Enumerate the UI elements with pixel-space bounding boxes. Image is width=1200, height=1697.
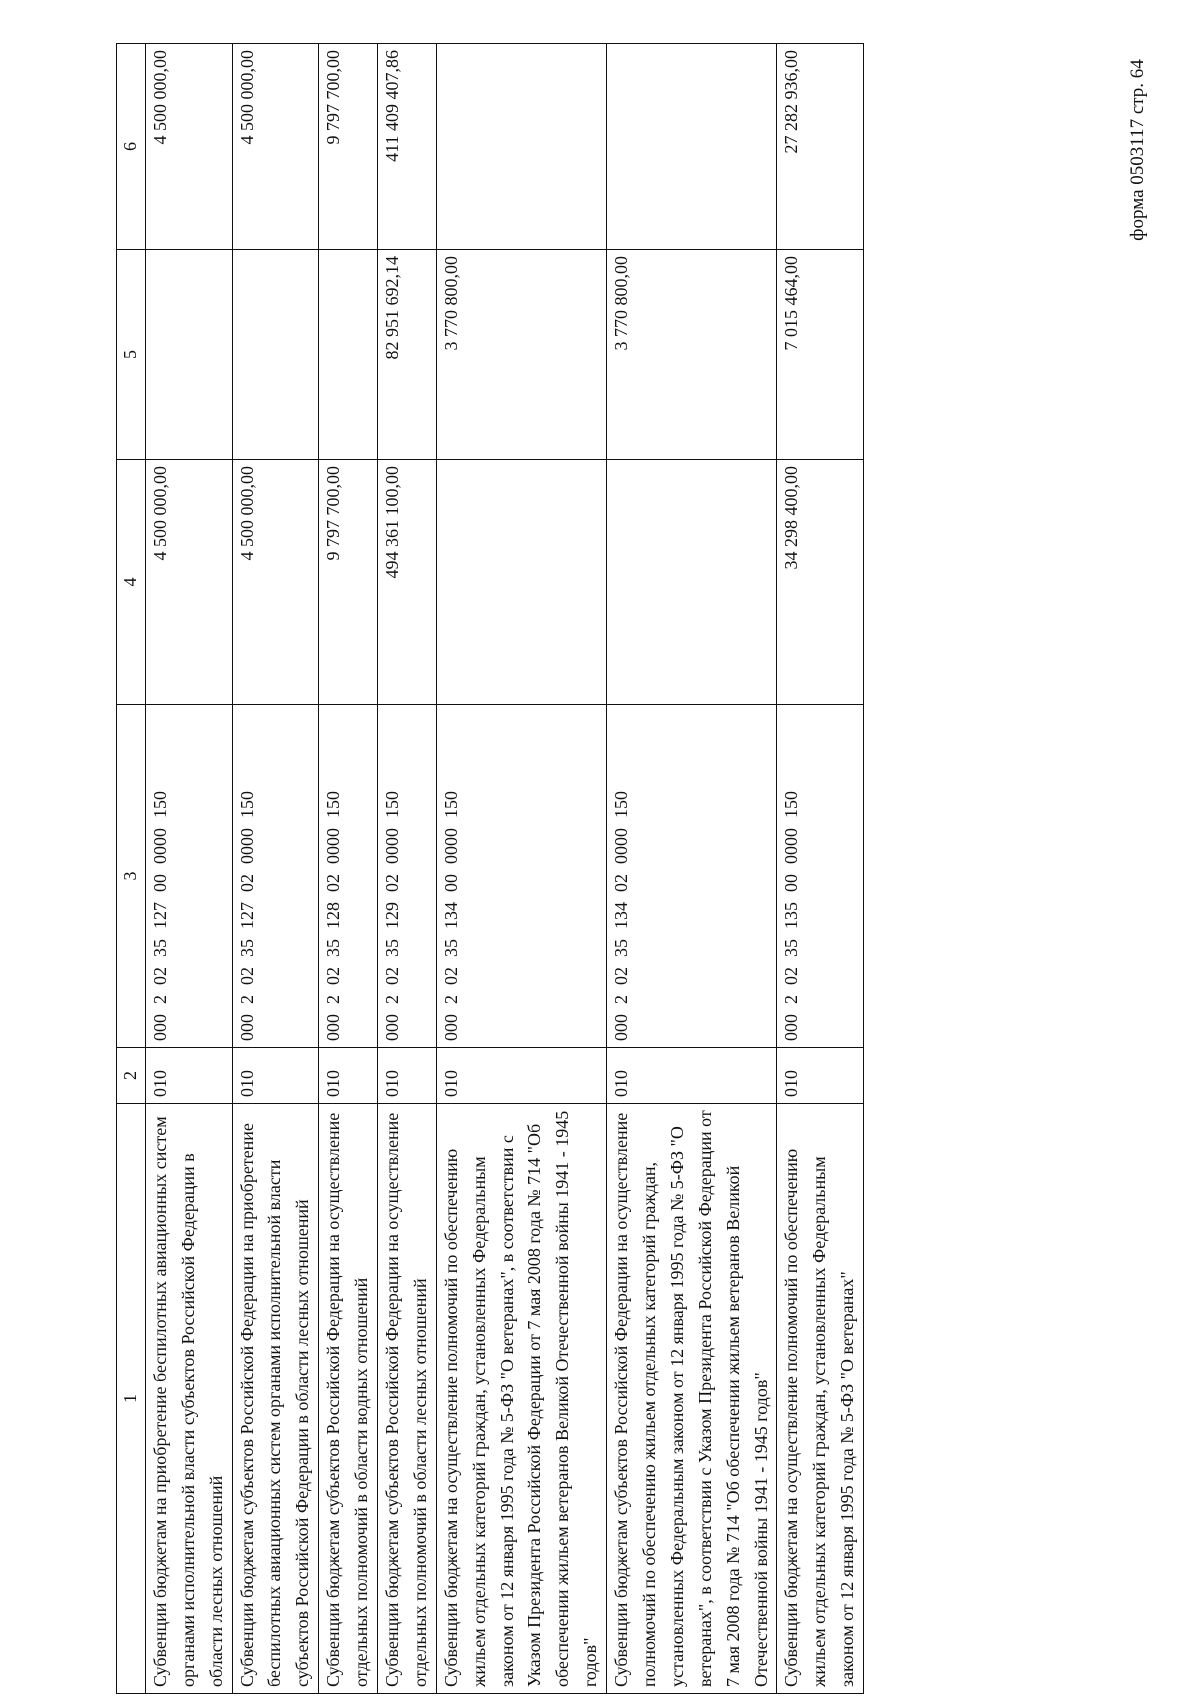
unexecuted-amount: 411 409 407,86 [378,44,437,250]
row-name: Субвенции бюджетам на осуществление полномочий по обеспечению жильем отдельных категорий граждан, установленных Федеральным законом от 12 января 1995 года № 5-ФЗ "О ветеранах", в соответствии с Указом Президента Российской Федерации от 7 мая 2008 года № 714 "Об обеспечении жильем ветеранов Великой Отечественной войны 1941 - 1945 годов" [436,1104,606,1694]
kbk-segment: 000 [440,1014,461,1041]
kbk-segment: 02 [611,967,632,985]
executed-amount [145,250,232,460]
kbk-segment: 35 [149,939,170,957]
line-code: 010 [378,1048,437,1104]
executed-amount: 7 015 464,00 [777,250,864,460]
kbk-segment: 2 [149,995,170,1004]
kbk-segment: 00 [781,874,802,892]
kbk-segment: 02 [236,967,257,985]
table-row [319,44,378,1694]
table-row [232,44,319,1694]
kbk-segment: 127 [236,902,257,929]
column-number-row [117,44,146,1694]
kbk-segment: 2 [382,995,403,1004]
kbk-segment: 2 [611,995,632,1004]
kbk-segment: 127 [149,902,170,929]
kbk-segment: 35 [781,939,802,957]
kbk-segment: 0000 [382,828,403,864]
row-name: Субвенции бюджетам субъектов Российской Федерации на осуществление отдельных полномочий в области лесных отношений [378,1104,437,1694]
line-code: 010 [319,1048,378,1104]
line-code: 010 [436,1048,606,1104]
budget-classification-code [607,705,777,1048]
row-name: Субвенции бюджетам субъектов Российской Федерации на приобретение беспилотных авиационных систем органами исполнительной власти субъектов Российской Федерации в области лесных отношений [232,1104,319,1694]
table-row [436,44,606,1694]
kbk-segment: 00 [440,874,461,892]
kbk-segment: 02 [236,874,257,892]
approved-amount: 34 298 400,00 [777,460,864,705]
column-number: 4 [117,460,146,705]
column-number: 6 [117,44,146,250]
kbk-segment: 35 [323,939,344,957]
kbk-segment: 135 [781,902,802,929]
budget-classification-code [378,705,437,1048]
column-number: 1 [117,1104,146,1694]
table-row [607,44,777,1694]
approved-amount: 9 797 700,00 [319,460,378,705]
budget-classification-code [777,705,864,1048]
executed-amount: 3 770 800,00 [436,250,606,460]
kbk-segment: 35 [236,939,257,957]
kbk-segment: 000 [781,1014,802,1041]
kbk-segment: 0000 [323,828,344,864]
row-name: Субвенции бюджетам субъектов Российской Федерации на осуществление отдельных полномочий в области водных отношений [319,1104,378,1694]
approved-amount [607,460,777,705]
column-number: 2 [117,1048,146,1104]
form-label: форма 0503117 стр. 64 [1127,59,1148,241]
kbk-segment: 128 [323,902,344,929]
kbk-segment: 000 [323,1014,344,1041]
kbk-segment: 129 [382,902,403,929]
kbk-segment: 000 [236,1014,257,1041]
approved-amount: 494 361 100,00 [378,460,437,705]
kbk-segment: 150 [323,791,344,818]
report-table-rotated [116,44,1116,1694]
approved-amount: 4 500 000,00 [145,460,232,705]
kbk-segment: 0000 [149,828,170,864]
unexecuted-amount: 4 500 000,00 [232,44,319,250]
report-table [116,43,864,1694]
kbk-segment: 2 [440,995,461,1004]
kbk-segment: 134 [611,902,632,929]
table-row [145,44,232,1694]
kbk-segment: 35 [440,939,461,957]
unexecuted-amount [607,44,777,250]
unexecuted-amount: 27 282 936,00 [777,44,864,250]
kbk-segment: 0000 [611,828,632,864]
budget-classification-code [145,705,232,1048]
table-row [378,44,437,1694]
kbk-segment: 150 [440,791,461,818]
kbk-segment: 2 [323,995,344,1004]
kbk-segment: 0000 [236,828,257,864]
kbk-segment: 35 [611,939,632,957]
budget-classification-code [232,705,319,1048]
budget-classification-code [319,705,378,1048]
kbk-segment: 02 [323,967,344,985]
executed-amount: 82 951 692,14 [378,250,437,460]
kbk-segment: 0000 [781,828,802,864]
kbk-segment: 150 [382,791,403,818]
approved-amount: 4 500 000,00 [232,460,319,705]
line-code: 010 [145,1048,232,1104]
line-code: 010 [607,1048,777,1104]
kbk-segment: 150 [236,791,257,818]
executed-amount [232,250,319,460]
kbk-segment: 150 [781,791,802,818]
kbk-segment: 35 [382,939,403,957]
executed-amount [319,250,378,460]
row-name: Субвенции бюджетам на приобретение беспилотных авиационных систем органами исполнительной власти субъектов Российской Федерации в области лесных отношений [145,1104,232,1694]
table-row [777,44,864,1694]
column-number: 3 [117,705,146,1048]
kbk-segment: 000 [611,1014,632,1041]
kbk-segment: 02 [382,967,403,985]
unexecuted-amount: 9 797 700,00 [319,44,378,250]
column-number: 5 [117,250,146,460]
unexecuted-amount [436,44,606,250]
executed-amount: 3 770 800,00 [607,250,777,460]
row-name: Субвенции бюджетам субъектов Российской Федерации на осуществление полномочий по обеспечению жильем отдельных категорий граждан, установленных Федеральным законом от 12 января 1995 года № 5-ФЗ "О ветеранах", в соответствии с Указом Президента Российской Федерации от 7 мая 2008 года № 714 "Об обеспечении жильем ветеранов Великой Отечественной войны 1941 - 1945 годов" [607,1104,777,1694]
kbk-segment: 134 [440,902,461,929]
kbk-segment: 02 [611,874,632,892]
kbk-segment: 02 [440,967,461,985]
kbk-segment: 150 [611,791,632,818]
line-code: 010 [232,1048,319,1104]
kbk-segment: 00 [149,874,170,892]
kbk-segment: 000 [382,1014,403,1041]
kbk-segment: 150 [149,791,170,818]
kbk-segment: 0000 [440,828,461,864]
kbk-segment: 02 [323,874,344,892]
kbk-segment: 02 [382,874,403,892]
kbk-segment: 02 [149,967,170,985]
approved-amount [436,460,606,705]
unexecuted-amount: 4 500 000,00 [145,44,232,250]
kbk-segment: 2 [236,995,257,1004]
kbk-segment: 2 [781,995,802,1004]
row-name: Субвенции бюджетам на осуществление полномочий по обеспечению жильем отдельных категорий граждан, установленных Федеральным законом от 12 января 1995 года № 5-ФЗ "О ветеранах" [777,1104,864,1694]
kbk-segment: 02 [781,967,802,985]
line-code: 010 [777,1048,864,1104]
kbk-segment: 000 [149,1014,170,1041]
budget-classification-code [436,705,606,1048]
